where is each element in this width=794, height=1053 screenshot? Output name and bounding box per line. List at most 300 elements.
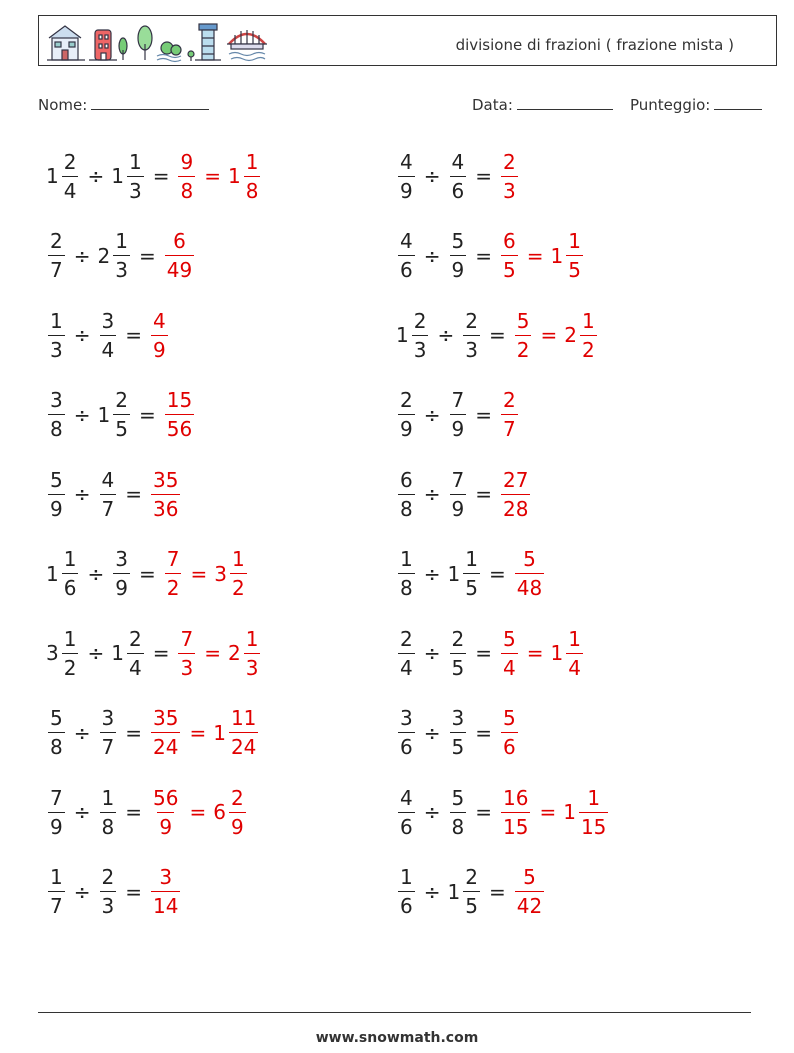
numerator: 1 xyxy=(128,149,142,174)
problem-item xyxy=(396,462,532,526)
numerator: 7 xyxy=(451,388,465,412)
denominator: 15 xyxy=(579,812,608,837)
fraction xyxy=(501,390,518,439)
mixed-number xyxy=(46,549,80,598)
denominator: 4 xyxy=(398,653,415,678)
numerator: 1 xyxy=(231,547,245,571)
problem-item xyxy=(46,780,248,844)
denominator: 14 xyxy=(151,891,180,916)
fraction xyxy=(151,785,180,839)
numerator: 1 xyxy=(400,547,413,571)
fraction xyxy=(398,467,415,521)
denominator: 9 xyxy=(229,812,246,837)
problem-item xyxy=(46,144,262,208)
equals-sign: = xyxy=(125,482,142,506)
fraction xyxy=(398,785,415,839)
divide-sign: ÷ xyxy=(73,323,91,347)
answer-fraction xyxy=(163,390,196,439)
answer-fraction xyxy=(176,626,197,680)
numerator: 2 xyxy=(128,626,142,651)
mixed-number xyxy=(448,626,469,680)
equals-sign: = xyxy=(152,641,170,665)
equals-sign: = xyxy=(138,243,156,268)
denominator: 4 xyxy=(501,653,518,678)
date-label: Data: xyxy=(472,96,513,114)
numerator: 3 xyxy=(50,388,63,412)
problem-item xyxy=(396,621,585,685)
mixed-number xyxy=(396,867,417,916)
denominator: 5 xyxy=(566,255,583,280)
equals-sign: = xyxy=(138,561,156,586)
answer-fraction xyxy=(513,867,546,916)
fraction xyxy=(463,549,480,598)
numerator: 7 xyxy=(180,626,194,651)
answer-equals-sign: = xyxy=(204,641,221,665)
equals-sign: = xyxy=(488,323,506,347)
fraction xyxy=(501,626,518,680)
denominator: 48 xyxy=(515,573,544,598)
denominator: 7 xyxy=(501,414,518,439)
divide-sign: ÷ xyxy=(437,323,455,347)
denominator: 3 xyxy=(100,891,117,916)
answer-fraction xyxy=(213,785,247,839)
whole-part: 1 xyxy=(46,561,59,586)
problem-item xyxy=(396,303,599,367)
mixed-number xyxy=(98,390,132,439)
fraction xyxy=(48,231,65,280)
mixed-number xyxy=(448,549,482,598)
name-field xyxy=(38,95,209,114)
denominator: 7 xyxy=(48,255,65,280)
numerator: 5 xyxy=(50,706,63,730)
header-icons xyxy=(45,20,273,64)
numerator: 2 xyxy=(230,785,244,810)
numerator: 16 xyxy=(503,785,529,810)
fraction xyxy=(412,308,429,362)
fraction xyxy=(398,708,415,757)
fraction xyxy=(230,549,247,598)
whole-part: 2 xyxy=(564,323,577,347)
denominator: 3 xyxy=(463,335,480,360)
problem-item xyxy=(396,780,610,844)
numerator: 2 xyxy=(413,308,427,333)
divide-sign: ÷ xyxy=(423,482,441,506)
denominator: 3 xyxy=(127,176,144,201)
denominator: 2 xyxy=(580,335,597,360)
fraction xyxy=(48,308,65,362)
denominator: 9 xyxy=(48,494,65,519)
equals-sign: = xyxy=(138,402,156,427)
denominator: 8 xyxy=(178,176,195,201)
denominator: 49 xyxy=(165,255,194,280)
numerator: 4 xyxy=(101,467,115,492)
mixed-number xyxy=(396,549,417,598)
denominator: 9 xyxy=(450,494,467,519)
fraction xyxy=(398,549,415,598)
header-box xyxy=(38,15,777,66)
answer-fraction xyxy=(499,708,520,757)
numerator: 2 xyxy=(503,149,516,174)
denominator: 9 xyxy=(113,573,130,598)
mixed-number xyxy=(46,231,67,280)
whole-part: 1 xyxy=(563,800,576,824)
equals-sign: = xyxy=(475,164,492,188)
denominator: 5 xyxy=(501,255,518,280)
equals-sign: = xyxy=(475,482,492,506)
fraction xyxy=(501,708,518,757)
mixed-number xyxy=(396,231,417,280)
mixed-number xyxy=(111,549,132,598)
answer-equals-sign: = xyxy=(526,243,544,268)
score-blank[interactable] xyxy=(714,95,762,110)
denominator: 42 xyxy=(515,891,544,916)
mixed-number xyxy=(98,867,119,916)
fraction xyxy=(151,708,180,757)
park-icon xyxy=(157,42,194,62)
fraction xyxy=(244,626,261,680)
numerator: 1 xyxy=(245,149,259,174)
numerator: 1 xyxy=(63,626,77,651)
denominator: 2 xyxy=(515,335,532,360)
fraction xyxy=(450,708,467,757)
mixed-number xyxy=(448,785,469,839)
fraction xyxy=(48,467,65,521)
denominator: 5 xyxy=(463,891,480,916)
fraction xyxy=(398,149,415,203)
answer-fraction xyxy=(176,149,197,203)
mixed-number xyxy=(448,708,469,757)
numerator: 1 xyxy=(50,865,63,889)
denominator: 8 xyxy=(100,812,117,837)
denominator: 28 xyxy=(501,494,530,519)
whole-part: 1 xyxy=(111,164,124,188)
fraction xyxy=(463,308,480,362)
answer-fraction xyxy=(213,708,260,757)
whole-part: 1 xyxy=(447,879,461,904)
mixed-number xyxy=(448,149,469,203)
answer-equals-sign: = xyxy=(189,800,207,824)
mixed-number xyxy=(98,308,119,362)
fraction xyxy=(229,708,258,757)
denominator: 6 xyxy=(398,812,415,837)
numerator: 35 xyxy=(153,706,179,730)
mixed-number xyxy=(98,785,119,839)
denominator: 3 xyxy=(244,653,261,678)
numerator: 1 xyxy=(465,547,478,571)
answer-fraction xyxy=(227,149,262,203)
equals-sign: = xyxy=(475,720,492,745)
numerator: 5 xyxy=(503,626,516,651)
answer-fraction xyxy=(149,867,182,916)
divide-sign: ÷ xyxy=(73,243,91,268)
denominator: 5 xyxy=(113,414,130,439)
divide-sign: ÷ xyxy=(423,720,441,745)
name-label: Nome: xyxy=(38,96,88,114)
fraction xyxy=(165,390,194,439)
answer-fraction xyxy=(551,231,585,280)
denominator: 3 xyxy=(113,255,130,280)
divide-sign: ÷ xyxy=(423,561,441,586)
denominator: 9 xyxy=(398,414,415,439)
problem-item xyxy=(396,860,546,924)
numerator: 2 xyxy=(400,388,413,412)
denominator: 8 xyxy=(398,494,415,519)
numerator: 7 xyxy=(166,547,180,571)
whole-part: 1 xyxy=(213,720,226,745)
denominator: 9 xyxy=(151,335,168,360)
equals-sign: = xyxy=(475,243,492,268)
answer-fraction xyxy=(149,467,182,521)
mixed-number xyxy=(396,149,417,203)
fraction xyxy=(48,708,65,757)
denominator: 9 xyxy=(450,414,467,439)
answer-fraction xyxy=(550,626,585,680)
denominator: 8 xyxy=(244,176,261,201)
numerator: 1 xyxy=(400,865,413,889)
mixed-number xyxy=(46,308,67,362)
equals-sign: = xyxy=(125,800,142,824)
denominator: 8 xyxy=(398,573,415,598)
answer-fraction xyxy=(149,785,182,839)
numerator: 4 xyxy=(400,229,413,253)
problem-item xyxy=(46,462,182,526)
fraction xyxy=(501,467,530,521)
divide-sign: ÷ xyxy=(423,164,441,188)
numerator: 1 xyxy=(245,626,259,651)
numerator: 1 xyxy=(63,547,77,571)
mixed-number xyxy=(111,626,145,680)
numerator: 9 xyxy=(180,149,194,174)
mixed-number xyxy=(98,467,119,521)
numerator: 35 xyxy=(153,467,179,492)
divide-sign: ÷ xyxy=(73,879,91,904)
denominator: 15 xyxy=(501,812,530,837)
answer-fraction xyxy=(149,708,182,757)
numerator: 6 xyxy=(400,467,413,492)
fraction xyxy=(165,549,182,598)
date-blank[interactable] xyxy=(517,95,613,110)
fraction xyxy=(151,467,180,521)
numerator: 56 xyxy=(153,785,179,810)
fraction xyxy=(229,785,246,839)
divide-sign: ÷ xyxy=(423,402,441,427)
date-field xyxy=(472,95,613,114)
fraction xyxy=(450,467,467,521)
denominator: 4 xyxy=(100,335,117,360)
numerator: 1 xyxy=(568,229,581,253)
divide-sign: ÷ xyxy=(87,164,105,188)
answer-fraction xyxy=(499,626,520,680)
numerator: 5 xyxy=(523,865,536,889)
numerator: 1 xyxy=(50,308,63,333)
answer-fraction xyxy=(564,308,598,362)
problem-item xyxy=(396,144,520,208)
problem-item xyxy=(46,383,196,447)
mixed-number xyxy=(448,867,482,916)
numerator: 27 xyxy=(503,467,529,492)
answer-fraction xyxy=(227,626,262,680)
whole-part: 2 xyxy=(227,641,241,665)
divide-sign: ÷ xyxy=(423,243,441,268)
mixed-number xyxy=(46,467,67,521)
mixed-number xyxy=(396,626,417,680)
numerator: 2 xyxy=(465,865,478,889)
denominator: 4 xyxy=(127,653,144,678)
fraction xyxy=(151,308,168,362)
fraction xyxy=(127,626,144,680)
denominator: 5 xyxy=(450,732,467,757)
denominator: 6 xyxy=(398,255,415,280)
divide-sign: ÷ xyxy=(87,641,105,665)
fraction xyxy=(398,867,415,916)
mixed-number xyxy=(396,785,417,839)
mixed-number xyxy=(46,390,67,439)
numerator: 3 xyxy=(101,308,115,333)
page-title: divisione di frazioni ( frazione mista ) xyxy=(455,36,734,54)
fraction xyxy=(450,626,467,680)
numerator: 2 xyxy=(50,229,63,253)
equals-sign: = xyxy=(152,164,170,188)
fraction xyxy=(113,390,130,439)
fraction xyxy=(127,149,144,203)
fraction xyxy=(580,308,597,362)
mixed-number xyxy=(448,467,469,521)
mixed-number xyxy=(46,785,67,839)
denominator: 2 xyxy=(230,573,247,598)
whole-part: 1 xyxy=(111,641,124,665)
denominator: 5 xyxy=(450,653,467,678)
problem-item xyxy=(46,224,196,288)
fraction xyxy=(515,308,532,362)
denominator: 9 xyxy=(450,255,467,280)
numerator: 5 xyxy=(451,785,465,810)
whole-part: 3 xyxy=(46,641,59,665)
denominator: 6 xyxy=(450,176,467,201)
fraction xyxy=(398,390,415,439)
denominator: 6 xyxy=(398,891,415,916)
whole-part: 1 xyxy=(97,402,111,427)
divide-sign: ÷ xyxy=(87,561,105,586)
house-icon xyxy=(47,26,85,60)
denominator: 8 xyxy=(450,812,467,837)
divide-sign: ÷ xyxy=(73,720,91,745)
mixed-number xyxy=(46,708,67,757)
answer-fraction xyxy=(499,785,532,839)
denominator: 4 xyxy=(62,176,79,201)
numerator: 3 xyxy=(451,706,465,730)
numerator: 5 xyxy=(50,467,63,492)
numerator: 5 xyxy=(451,229,465,253)
fraction xyxy=(566,231,583,280)
mixed-number xyxy=(396,467,417,521)
numerator: 3 xyxy=(101,706,115,730)
fraction xyxy=(100,785,117,839)
numerator: 2 xyxy=(503,388,516,412)
name-blank[interactable] xyxy=(91,95,209,110)
denominator: 9 xyxy=(398,176,415,201)
answer-fraction xyxy=(499,231,520,280)
fraction xyxy=(178,626,195,680)
numerator: 3 xyxy=(400,706,413,730)
denominator: 3 xyxy=(178,653,195,678)
whole-part: 1 xyxy=(227,164,241,188)
numerator: 4 xyxy=(153,308,166,333)
answer-fraction xyxy=(163,549,184,598)
whole-part: 1 xyxy=(396,323,409,347)
divide-sign: ÷ xyxy=(423,641,441,665)
equals-sign: = xyxy=(488,879,506,904)
denominator: 9 xyxy=(48,812,65,837)
fraction xyxy=(579,785,608,839)
fraction xyxy=(398,626,415,680)
fraction xyxy=(113,549,130,598)
fraction xyxy=(450,149,467,203)
numerator: 3 xyxy=(159,865,173,889)
fraction xyxy=(178,149,195,203)
numerator: 2 xyxy=(115,388,128,412)
fraction xyxy=(515,549,544,598)
whole-part: 1 xyxy=(447,561,461,586)
fraction xyxy=(48,867,65,916)
fraction xyxy=(113,231,130,280)
answer-fraction xyxy=(214,549,248,598)
numerator: 11 xyxy=(230,706,257,730)
footer-url: www.snowmath.com xyxy=(315,1030,479,1046)
tower-icon xyxy=(195,24,221,60)
fraction xyxy=(100,308,117,362)
fraction xyxy=(244,149,261,203)
answer-equals-sign: = xyxy=(204,164,221,188)
fraction xyxy=(450,231,467,280)
equals-sign: = xyxy=(125,323,142,347)
denominator: 7 xyxy=(100,732,117,757)
fraction xyxy=(62,626,79,680)
equals-sign: = xyxy=(488,561,506,586)
fraction xyxy=(501,231,518,280)
numerator: 1 xyxy=(568,626,581,651)
answer-fraction xyxy=(563,785,610,839)
numerator: 5 xyxy=(523,547,536,571)
fraction xyxy=(165,231,194,280)
mixed-number xyxy=(448,231,469,280)
denominator: 3 xyxy=(501,176,518,201)
whole-part: 2 xyxy=(97,243,111,268)
fraction xyxy=(62,149,79,203)
denominator: 3 xyxy=(48,335,65,360)
divide-sign: ÷ xyxy=(73,482,91,506)
tree-icon xyxy=(119,26,152,60)
denominator: 8 xyxy=(48,414,65,439)
whole-part: 1 xyxy=(550,641,564,665)
denominator: 36 xyxy=(151,494,180,519)
problem-item xyxy=(46,542,249,606)
fraction xyxy=(501,785,530,839)
mixed-number xyxy=(448,390,469,439)
numerator: 4 xyxy=(451,149,465,174)
fraction xyxy=(450,390,467,439)
mixed-number xyxy=(396,308,430,362)
mixed-number xyxy=(46,867,67,916)
numerator: 2 xyxy=(451,626,465,651)
fraction xyxy=(566,626,583,680)
problem-item xyxy=(46,303,170,367)
numerator: 1 xyxy=(101,785,115,810)
equals-sign: = xyxy=(125,720,142,745)
divide-sign: ÷ xyxy=(73,402,91,427)
numerator: 1 xyxy=(115,229,128,253)
fraction xyxy=(62,549,79,598)
answer-equals-sign: = xyxy=(189,720,207,745)
